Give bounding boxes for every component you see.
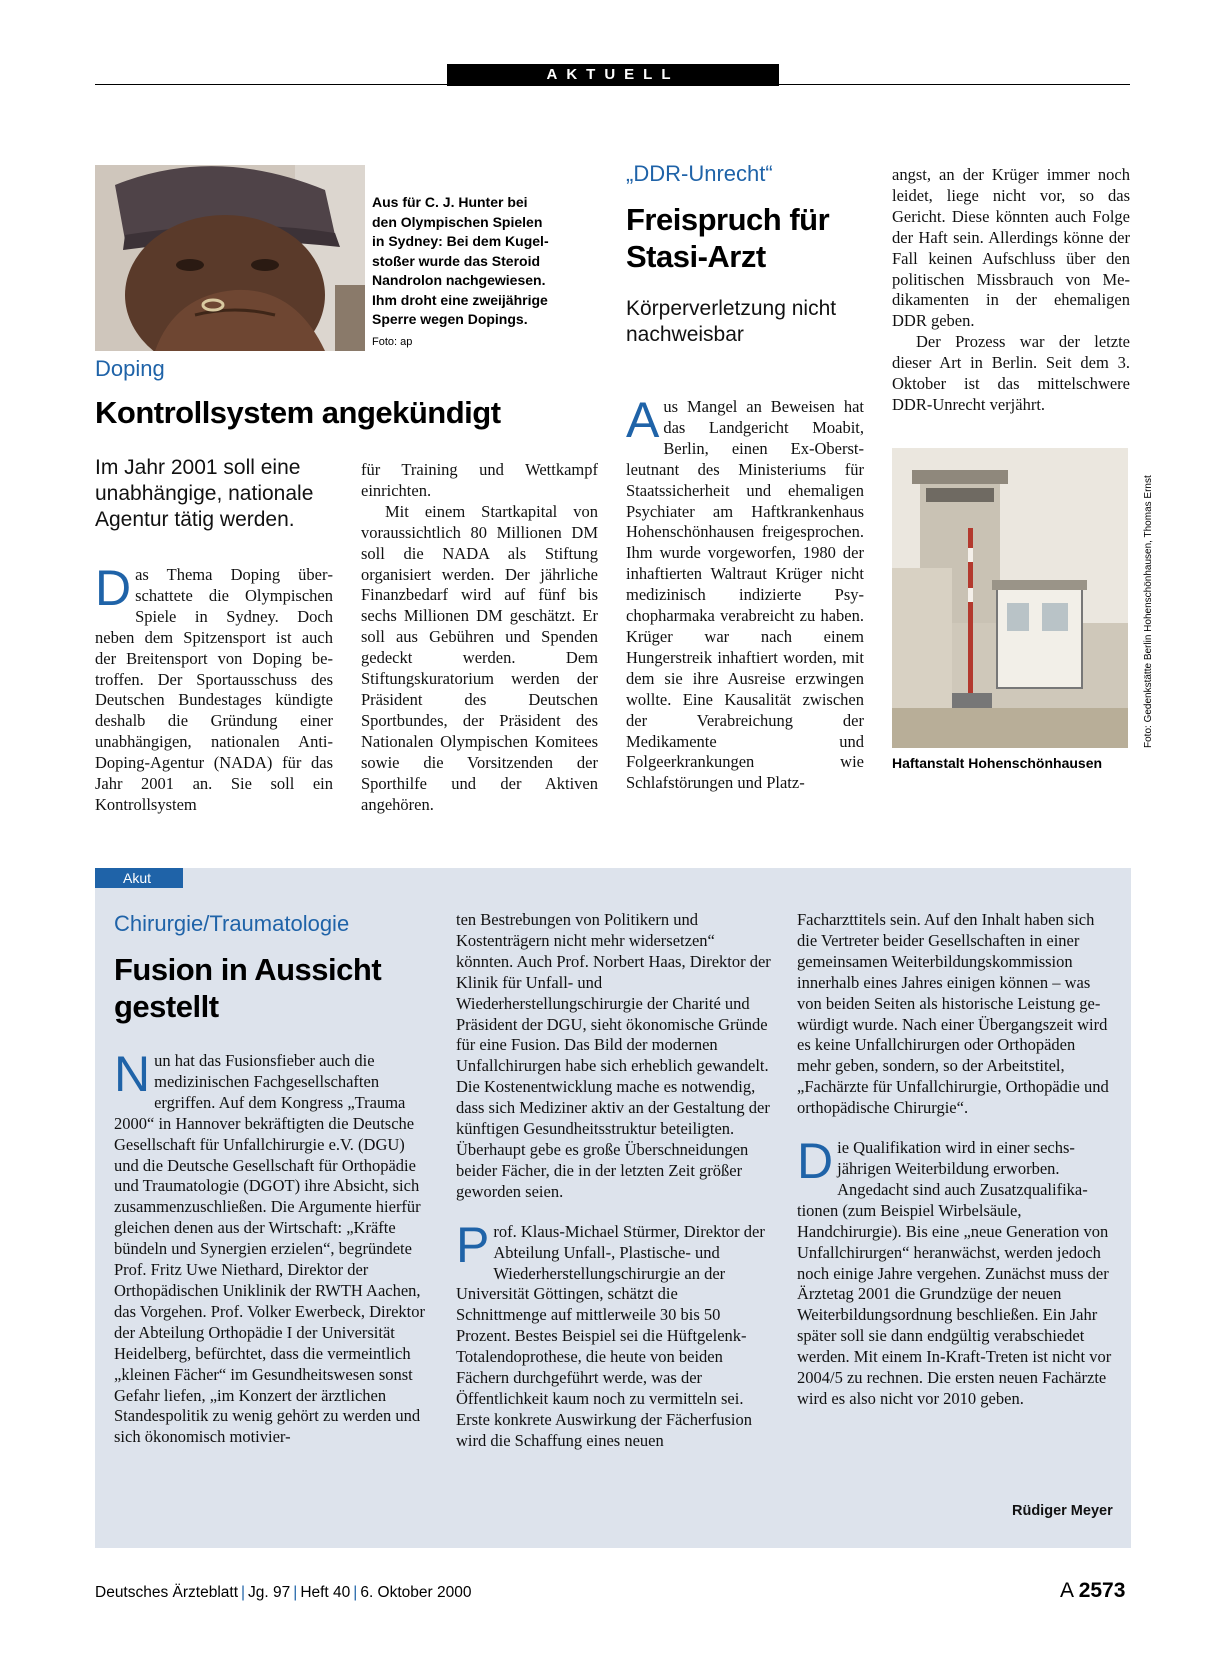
doping-dropcap: D [95,560,132,616]
ddr-column-2 [892,165,1130,416]
ddr-text-2a: angst, an der Krüger immer noch leidet, liege nicht vor, so das Gericht. Diese könnten auch Folge der Haft sein. Allerdings könne der Fall keinen Aufschluss über den politischen Missbrauch von Medikamenten in der ehemaligen DDR geben. [892,165,1130,331]
doping-deck: Im Jahr 2001 soll eine unabhängige, nationale Agentur tätig werden. [95,456,314,531]
akut-column-3 [797,910,1113,1410]
akut-text-3b: ie Qualifikation wird in einer sechsjährigen Weiterbildung erworben. Angedacht sind auch Zusatzqualifikationen (zum Beispiel Wirbelsäule, Handchirurgie). Bis eine „neue Generation von Unfallchirurgen“ heranwächst, werden jedoch noch einige Jahre vergehen. Zunächst muss der Ärztetag 2001 die Grundzüge der neuen Weiterbildungsordnung beschließen. Ein Jahr später soll sie dann endgültig verabschiedet werden. Mit einem In-Kraft-Treten ist nicht vor 2004/5 zu rechnen. Die ersten neuen Fachärzte wird es also nicht vor 2010 geben. [797,1138,1112,1408]
doping-column-1 [95,560,333,816]
doping-column-2 [361,460,598,815]
footer-citation: Deutsches Ärzteblatt | Jg. 97 | Heft 40 | 6. Oktober 2000 [95,1584,472,1601]
prison-photo-caption: Haftanstalt Hohenschönhausen [892,755,1103,771]
doping-headline: Kontrollsystem angekündigt [95,395,501,430]
doping-text-2a: für Training und Wettkampf einrichten. [361,460,598,500]
akut-text-2b: rof. Klaus-Michael Stürmer, Direktor der Abteilung Unfall-, Plastische- und Wiederherstellungschirurgie an der Universität Göttingen, schätzt die Schnittmenge auf mittlerweile 30 bis 50 Prozent. Bestes Beispiel sei die Hüftgelenk-Totalendoprothese, die heute von beiden Fächern durchgeführt werde, was der Öffentlichkeit kaum noch zu vermitteln sei. Erste konkrete Auswirkung der Fächerfusion wird die Schaffung eines neuen [456,1221,765,1450]
doping-kicker: Doping [95,356,165,381]
akut-dropcap-2: P [456,1216,490,1273]
akut-column-2 [456,910,772,1452]
athlete-photo [95,165,365,351]
ddr-deck: Körperverletzung nicht nachweisbar [626,297,837,346]
footer-page-number [1060,1579,1125,1603]
akut-dropcap-1: N [114,1046,151,1102]
ddr-dropcap: A [626,392,660,448]
akut-text-1: un hat das Fusionsfieber auch die medizinischen Fachgesellschaften ergriffen. Auf dem Kongress „Trauma 2000“ in Hannover bekräftigten die Deutsche Gesellschaft für Unfallchirurgie e.V. (DGU) und die Deutsche Gesellschaft für Orthopädie und Traumatologie (DGOT) ihre Absicht, sich zusammenzuschließen. Die Argumente hierfür gleichen denen aus der Wirtschaft: „Kräfte bündeln und Synergien erzielen“, begründete Prof. Fritz Uwe Niethard, Direktor der Orthopädischen Uniklinik der RWTH Aachen, das Vorgehen. Prof. Volker Ewerbeck, Direktor der Abteilung Orthopädie I der Universität Heidelberg, befürchtet, dass die vermeintlich „kleinen Fächer“ im Gesundheitswesen sonst Gefahr liefen, „im Konzert der ärztlichen Standespolitik zu wenig gehört zu werden und sich ökonomisch motivier- [114,1051,425,1447]
prison-photo [892,448,1128,748]
footer-date: 6. Oktober 2000 [360,1584,472,1601]
akut-author: Rüdiger Meyer [1012,1503,1113,1519]
footer-page-prefix: A [1060,1579,1073,1602]
footer-issue: Heft 40 [300,1584,351,1601]
akut-column-1 [114,1046,430,1448]
akut-text-2a: ten Bestrebungen von Politikern und Kostenträgern nicht mehr widersetzen“ könnten. Auch Prof. Norbert Haas, Direktor der Klinik für Unfall- und Wiederherstellungschirurgie der Charité und Präsident der DGU, sieht ökonomische Gründe für eine Fusion. Das Bild der modernen Unfallchirurgen habe sich erheblich gewandelt. Die Kostenentwicklung mache es notwendig, dass sich Mediziner aktiv an der Gestaltung der künftigen Gesundheitsstruktur beteiligten. Überhaupt gebe es große Überschneidungen beider Fächer, die in der letzten Zeit größer geworden seien. [456,910,771,1201]
akut-kicker: Chirurgie/Traumatologie [114,911,350,936]
footer-volume: Jg. 97 [248,1584,291,1601]
ddr-text-2b: Der Prozess war der letzte dieser Art in Berlin. Seit dem 3. Oktober ist das mittelschwere DDR-Unrecht verjährt. [892,332,1130,414]
prison-photo-credit: Foto: Gedenkstätte Berlin Hohenschönhausen, Thomas Ernst [1143,475,1154,748]
akut-dropcap-3: D [797,1133,834,1190]
doping-text-1: as Thema Doping überschattete die Olympischen Spiele in Sydney. Doch neben dem Spitzensport ist auch der Breitensport von Doping betroffen. Der Sportausschuss des Deutschen Bundestages kündigte deshalb die Gründung einer unabhängigen, nationalen Anti-Doping-Agentur (NADA) für das Jahr 2001 an. Sie soll ein Kontrollsystem [95,565,333,814]
athlete-photo-caption: Aus für C. J. Hunter bei den Olympischen Spielen in Sydney: Bei dem Kugelstoßer wurde das Steroid Nandrolon nachgewiesen. Ihm droht eine zweijährige Sperre wegen Dopings. [372,194,549,327]
ddr-text-1: us Mangel an Beweisen hat das Landgericht Moabit, Berlin, einen Ex-Oberstleutnant des Ministeriums für Staatssicherheit und ehemaligen Psychiater am Haftkrankenhaus Hohenschönhausen freigesprochen. Ihm wurde vorgeworfen, 1980 der inhaftierten Waltraut Krüger nicht medizinisch indizierte Psychopharmaka verabreicht zu haben. Krüger war nach einem Hungerstreik inhaftiert worden, mit dem sie ihre Ausreise erzwingen wollte. Eine Kausalität zwischen der Verabreichung der Medikamente und Folgeerkrankungen wie Schlafstörungen und Platz- [626,397,864,793]
prison-photo-illustration [892,448,1128,748]
footer-journal: Deutsches Ärzteblatt [95,1584,239,1601]
footer-page-value: 2573 [1078,1579,1126,1602]
ddr-kicker: „DDR-Unrecht“ [626,161,773,186]
ddr-headline: Freispruch für Stasi-Arzt [626,202,830,274]
ddr-column-1 [626,392,864,794]
athlete-photo-illustration [95,165,365,351]
doping-text-2b: Mit einem Startkapital von voraussichtlich 80 Millionen DM soll die NADA als Stiftung organisiert werden. Der jährliche Finanzbedarf wird auf fünf bis sechs Millionen DM geschätzt. Er soll aus Gebühren und Spenden gedeckt werden. Dem Stiftungskuratorium werden der Präsident des Deutschen Sportbundes, der Präsident des Nationalen Olympischen Komitees sowie die Vorsitzenden der Sporthilfe und der Aktiven angehören. [361,501,598,814]
akut-headline: Fusion in Aussicht gestellt [114,952,382,1024]
akut-text-3a: Facharzttitels sein. Auf den Inhalt haben sich die Vertreter beider Gesellschaften in einer gemeinsamen Weiterbildungskommission innerhalb eines Jahres einigen können – was von beiden Seiten als historische Leistung gewürdigt wurde. Nach einer Übergangszeit wird es keine Unfallchirurgen oder Orthopäden mehr geben, sondern, so der Arbeitstitel, „Fachärzte für Unfallchirurgie, Orthopädie und orthopädische Chirurgie“. [797,910,1109,1118]
section-label: AKTUELL [447,64,779,86]
akut-tab: Akut [95,868,183,888]
athlete-photo-credit: Foto: ap [372,336,413,348]
